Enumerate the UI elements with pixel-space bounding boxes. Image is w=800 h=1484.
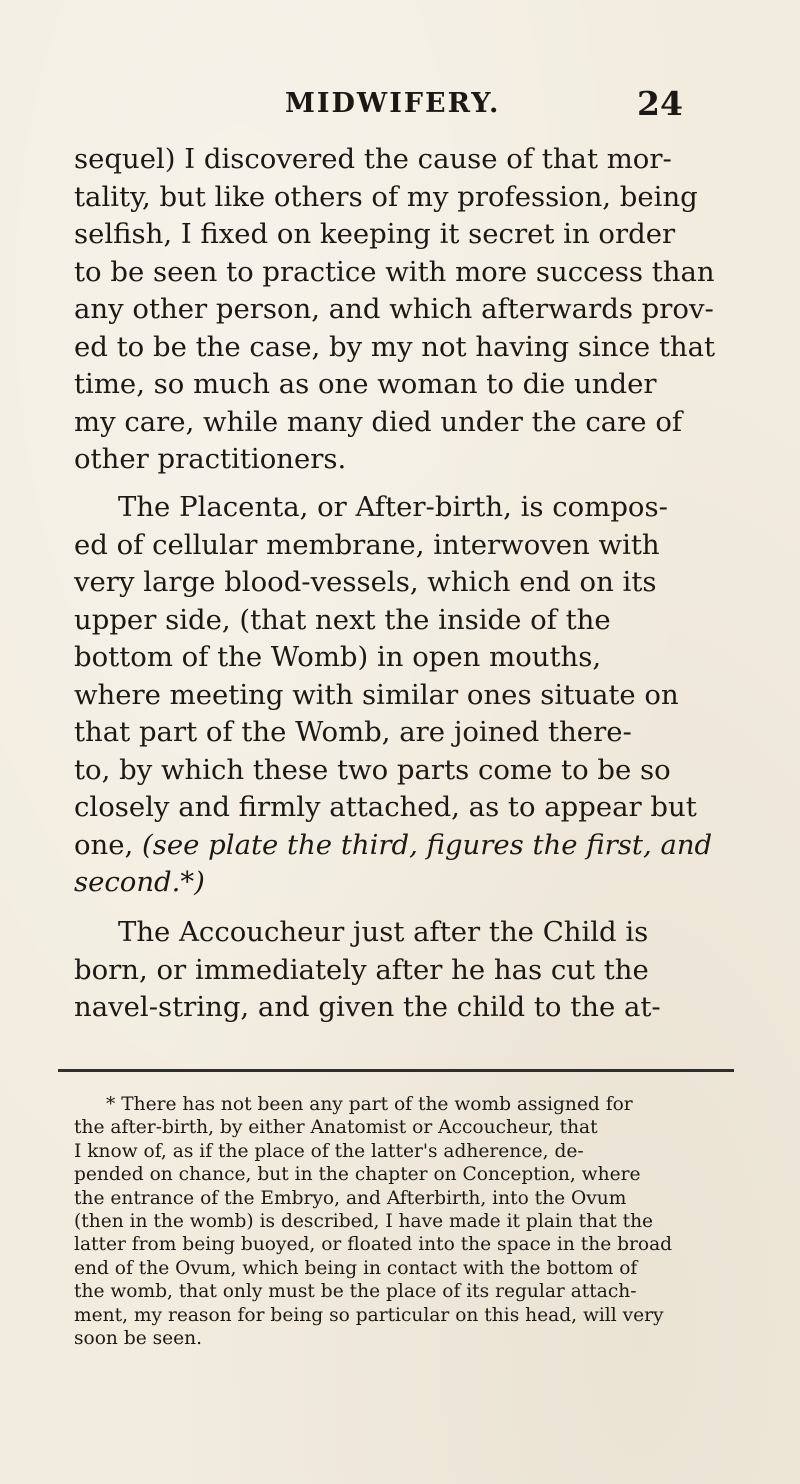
text-line: The Placenta, or After-birth, is compos- [118, 491, 668, 523]
text-line: bottom of the Womb) in open mouths, [74, 641, 602, 673]
footnote [74, 1093, 734, 1350]
text-line: selfish, I fixed on keeping it secret in order [74, 218, 676, 250]
footnote-line: latter from being buoyed, or floated into the space in the broad [74, 1234, 673, 1256]
footnote-line: * There has not been any part of the womb assigned for [106, 1094, 633, 1115]
running-title: MIDWIFERY. [285, 88, 501, 119]
footnote-line: soon be seen. [74, 1328, 203, 1350]
text-line: upper side, (that next the inside of the [74, 603, 611, 636]
text-line: closely and firmly attached, as to appear but [74, 791, 697, 823]
text-line: to, by which these two parts come to be so [74, 753, 671, 786]
text-line: The Accoucheur just after the Child is [118, 916, 649, 948]
text-line: any other person, and which afterwards prov- [74, 293, 714, 325]
paragraph-sequel [74, 141, 730, 479]
text-line-plate-reference [74, 827, 730, 865]
plate-reference: (see plate the third, figures the first, and [142, 828, 713, 861]
text-line: where meeting with similar ones situate on [74, 678, 679, 711]
footnote-line: I know of, as if the place of the latter's adherence, de- [74, 1140, 584, 1162]
footnote-line: pended on chance, but in the chapter on Conception, where [74, 1164, 641, 1186]
footnote-line: (then in the womb) is described, I have made it plain that the [74, 1211, 654, 1233]
text-line: sequel) I discovered the cause of that mor- [74, 143, 672, 175]
text-line-plate-reference-end: second.*) [74, 866, 205, 898]
page-number: 24 [637, 84, 683, 123]
text-line: other practitioners. [74, 443, 347, 475]
text-line: ed of cellular membrane, interwoven with [74, 528, 660, 561]
footnote-divider [58, 1069, 734, 1072]
paragraph-accoucheur [74, 914, 730, 1027]
footnote-line: the entrance of the Embryo, and Afterbirth, into the Ovum [74, 1187, 627, 1209]
footnote-line: end of the Ovum, which being in contact with the bottom of [74, 1257, 638, 1279]
text-line: ed to be the case, by my not having since that [74, 330, 716, 363]
text-line: that part of the Womb, are joined there- [74, 716, 632, 748]
text-line: to be seen to practice with more success than [74, 255, 715, 288]
footnote-line: the after-birth, by either Anatomist or Accoucheur, that [74, 1117, 598, 1139]
text-line: tality, but like others of my profession, being [74, 180, 698, 213]
text-line: my care, while many died under the care of [74, 405, 683, 438]
page-header [0, 86, 800, 126]
paragraph-placenta [74, 489, 730, 902]
plate-reference-lead: one, [74, 828, 134, 861]
text-line: born, or immediately after he has cut the [74, 953, 649, 986]
text-line: time, so much as one woman to die under [74, 368, 657, 400]
text-line: very large blood-vessels, which end on its [74, 566, 657, 598]
footnote-line: the womb, that only must be the place of its regular attach- [74, 1281, 637, 1303]
footnote-line: ment, my reason for being so particular on this head, will very [74, 1304, 664, 1326]
text-line: navel-string, and given the child to the at- [74, 991, 661, 1023]
